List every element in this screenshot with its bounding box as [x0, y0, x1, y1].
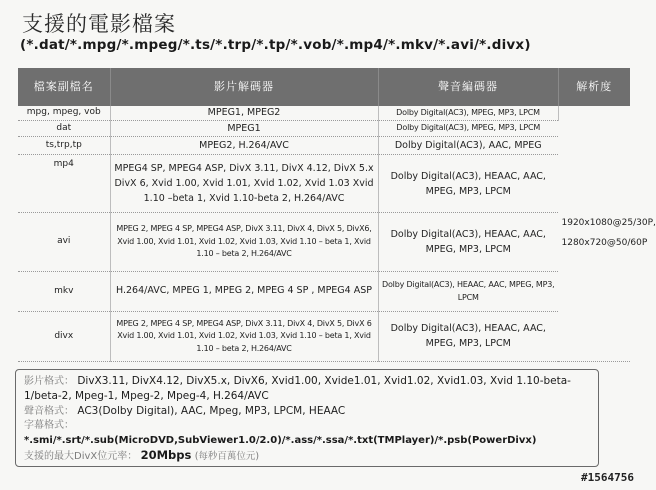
cell-extension: mpg, mpeg, vob [18, 106, 110, 120]
subtitle-format-value: *.smi/*.srt/*.sub(MicroDVD,SubViewer1.0/2.0)/*.ass/*.ssa/*.txt(TMPlayer)/*.psb(PowerDivx) [24, 434, 537, 446]
cell-audio-codec: Dolby Digital(AC3), HEAAC, AAC, MPEG, MP3, LPCM [378, 213, 558, 271]
video-format-value: DivX3.11, DivX4.12, DivX5.x, DivX6, Xvid1.00, Xvide1.01, Xvid1.02, Xvid1.03, Xvid 1.10-beta-1/beta-2, Mpeg-1, Mpeg-2, Mpeg-4, H.264/AVC [24, 375, 571, 403]
cell-extension: divx [18, 311, 110, 361]
bitrate-value: 20Mbps [140, 448, 192, 463]
cell-video-codec: MPEG4 SP, MPEG4 ASP, DivX 3.11, DivX 4.12, DivX 5.x DivX 6, Xvid 1.00, Xvid 1.01, Xvid 1.02, Xvid 1.03 Xvid 1.10 –beta 1, Xvid 1.10-beta 2, H.264/AVC [110, 155, 378, 213]
table-row [18, 120, 630, 136]
bitrate-line [24, 448, 590, 464]
cell-video-codec: H.264/AVC, MPEG 1, MPEG 2, MPEG 4 SP , MPEG4 ASP [110, 271, 378, 311]
resolution-1080: 1920x1080@25/30P, [561, 217, 656, 228]
audio-format-label: 聲音格式： [24, 405, 74, 417]
cell-audio-codec: Dolby Digital(AC3), MPEG, MP3, LPCM [378, 106, 558, 120]
supported-extensions: (*.dat/*.mpg/*.mpeg/*.ts/*.trp/*.tp/*.vob/*.mp4/*.mkv/*.avi/*.divx) [20, 37, 531, 53]
cell-video-codec: MPEG2, H.264/AVC [110, 137, 378, 155]
bitrate-note: (每秒百萬位元) [194, 451, 260, 463]
cell-audio-codec: Dolby Digital(AC3), MPEG, MP3, LPCM [378, 120, 558, 136]
table-row [18, 155, 630, 213]
header-video-codec: 影片解碼器 [110, 68, 378, 106]
audio-format-value: AC3(Dolby Digital), AAC, Mpeg, MP3, LPCM, HEAAC [77, 404, 346, 417]
cell-extension: avi [18, 213, 110, 271]
cell-audio-codec: Dolby Digital(AC3), HEAAC, AAC, MPEG, MP3, LPCM [378, 155, 558, 213]
video-format-label: 影片格式： [24, 376, 74, 387]
table-row [18, 137, 630, 155]
subtitle-format-label: 字幕格式： [24, 420, 74, 432]
header-audio-codec: 聲音編碼器 [378, 68, 558, 106]
cell-video-codec: MPEG1 [110, 120, 378, 136]
table-header-row [18, 68, 630, 106]
format-info-box [15, 369, 599, 467]
table-row [18, 271, 630, 311]
codec-table [18, 68, 656, 362]
table-row [18, 213, 630, 271]
cell-video-codec: MPEG1, MPEG2 [110, 106, 378, 120]
cell-extension: mp4 [18, 155, 110, 213]
table-row [18, 311, 630, 361]
cell-audio-codec: Dolby Digital(AC3), HEAAC, AAC, MPEG, MP3, LPCM [378, 271, 558, 311]
cell-extension: dat [18, 120, 110, 136]
cell-resolution [558, 106, 656, 362]
cell-video-codec: MPEG 2, MPEG 4 SP, MPEG4 ASP, DivX 3.11, DivX 4, DivX 5, DivX 6 Xvid 1.00, Xvid 1.01, Xvid 1.02, Xvid 1.03, Xvid 1.10 – beta 1, Xvid 1.10 – beta 2, H.264/AVC [110, 311, 378, 361]
cell-audio-codec: Dolby Digital(AC3), HEAAC, AAC, MPEG, MP3, LPCM [378, 311, 558, 361]
table-row [18, 106, 630, 120]
bitrate-label: 支援的最大DivX位元率： [24, 451, 138, 463]
watermark-id: #1564756 [581, 471, 634, 484]
cell-extension: mkv [18, 271, 110, 311]
header-resolution: 解析度 [558, 68, 630, 106]
page-title: 支援的電影檔案 [22, 12, 176, 36]
resolution-720: 1280x720@50/60P [561, 237, 648, 248]
audio-format-line [24, 404, 590, 419]
header-extension: 檔案副檔名 [18, 68, 110, 106]
cell-audio-codec: Dolby Digital(AC3), AAC, MPEG [378, 137, 558, 155]
cell-video-codec: MPEG 2, MPEG 4 SP, MPEG4 ASP, DivX 3.11, DivX 4, DivX 5, DivX6, Xvid 1.00, Xvid 1.01, Xvid 1.02, Xvid 1.03, Xvid 1.10 – beta 1, Xvid 1.10 – beta 2, H.264/AVC [110, 213, 378, 271]
video-format-line [24, 374, 590, 404]
cell-extension: ts,trp,tp [18, 137, 110, 155]
